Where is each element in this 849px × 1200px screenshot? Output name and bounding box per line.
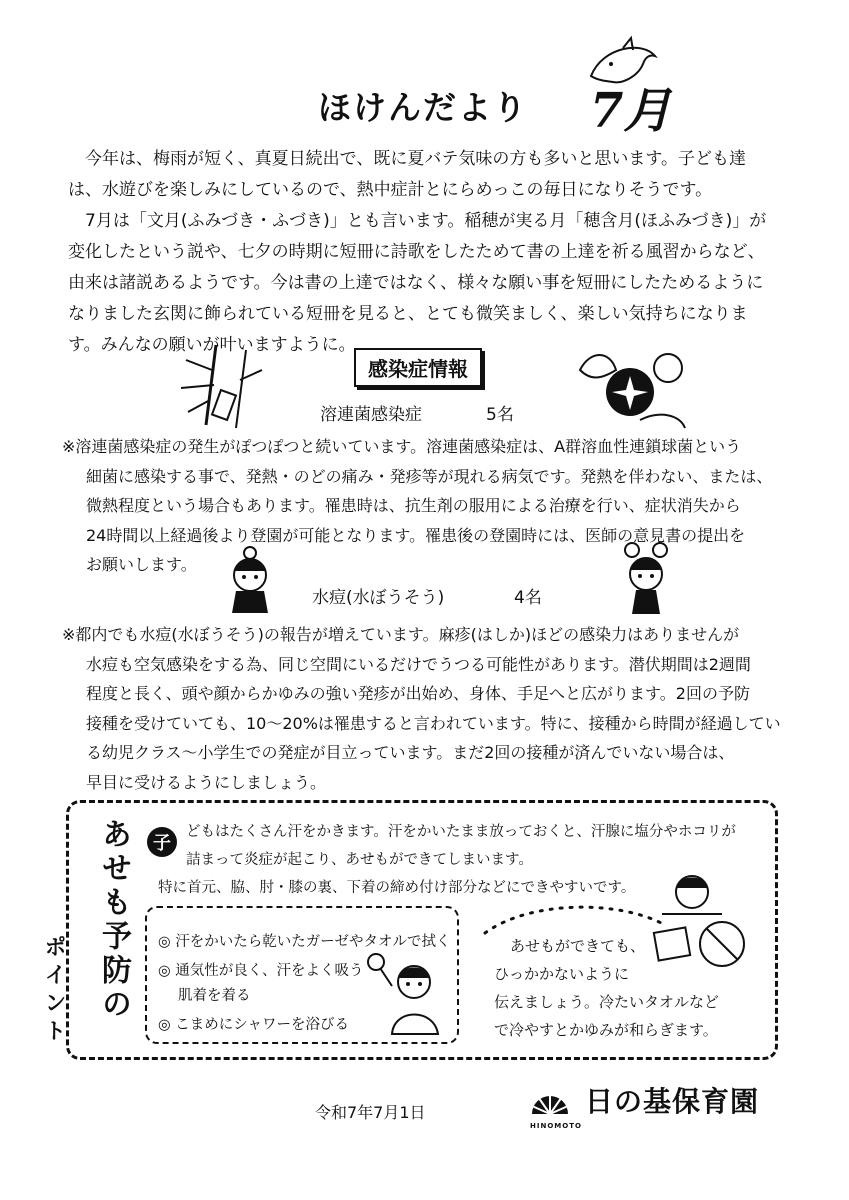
note-line: る幼児クラス〜小学生での発症が目立っています。まだ2回の接種が済んでいない場合は、	[86, 743, 735, 762]
dolphin-icon	[583, 36, 663, 96]
point-item: 肌着を着る	[178, 988, 251, 1004]
note-line: 微熱程度という場合もあります。罹患時は、抗生剤の服用による治療を行い、症状消失から	[86, 496, 741, 515]
heat-rash-line: 詰まって炎症が起こり、あせもができてしまいます。	[186, 852, 533, 868]
newsletter-title: ほけんだより	[318, 88, 528, 127]
disease-count: 4名	[514, 588, 542, 608]
nursery-logo-icon	[530, 1080, 570, 1116]
note-line: 接種を受けていても、10〜20%は罹患すると言われています。特に、接種から時間が経過してい	[86, 713, 781, 733]
child-towel-icon	[652, 870, 748, 974]
intro-paragraph-2: 7月は「文月(ふみづき・ふづき)」とも言います。稲穂が実る月「穂含月(ほふみづき)」が変化したという説や、七夕の時期に短冊に詩歌をしたためて書の上達を祈る風習からなど、由来は諸説あるようです。今は書の上達ではなく、様々な願い事を短冊にしたためるようになりました玄関に飾られている短冊を見ると、とても微笑ましく、楽しい気持ちになります。みんなの願いが叶いますように。	[68, 211, 767, 355]
shower-child-icon	[364, 952, 454, 1036]
note-line: 細菌に感染する事で、発熱・のどの痛み・発疹等が現れる病気です。発熱を伴わない、または、	[86, 466, 773, 486]
month-label: 7月	[590, 83, 672, 139]
issue-date: 令和7年7月1日	[315, 1103, 426, 1122]
note-line: 水痘も空気感染をする為、同じ空間にいるだけでうつる可能性があります。潜伏期間は2週間	[86, 654, 751, 674]
dotted-arc-decoration	[480, 895, 670, 935]
disease-note	[62, 620, 782, 797]
infection-heading: 感染症情報	[354, 348, 482, 387]
note-line: お願いします。	[86, 555, 197, 574]
heat-rash-subtitle: ポイント	[41, 935, 66, 1047]
heat-rash-title: あせも予防の	[96, 818, 131, 1022]
heat-rash-line: 特に首元、脇、肘・膝の裏、下着の締め付け部分などにできやすいです。	[158, 880, 636, 896]
heat-rash-line: どもはたくさん汗をかきます。汗をかいたまま放っておくと、汗腺に塩分やホコリが	[186, 824, 736, 840]
advice-line: 伝えましょう。冷たいタオルなど	[494, 993, 720, 1011]
morning-glory-icon	[570, 340, 690, 430]
disease-name: 水痘(水ぼうそう)	[312, 588, 445, 608]
point-item: ◎ 汗をかいたら乾いたガーゼやタオルで拭く	[158, 934, 451, 950]
note-line: 早目に受けるようにしましょう。	[86, 772, 327, 792]
disease-name: 溶連菌感染症	[320, 405, 422, 425]
point-item: ◎ 通気性が良く、汗をよく吸う	[158, 963, 364, 979]
child-boy-icon	[222, 545, 278, 615]
advice-line: で冷やすとかゆみが和らぎます。	[494, 1021, 718, 1039]
org-name: 日の基保育園	[585, 1085, 760, 1118]
note-line: 24時間以上経過後より登園が可能となります。罹患後の登園時には、医師の意見書の提出を	[86, 525, 746, 545]
org-romaji: HINOMOTO	[530, 1122, 582, 1130]
tanabata-bamboo-icon	[176, 340, 266, 430]
disease-note	[62, 432, 782, 580]
note-line: ※都内でも水痘(水ぼうそう)の報告が増えています。麻疹(はしか)ほどの感染力はありませんが	[62, 625, 740, 644]
child-girl-icon	[618, 542, 674, 616]
note-line: 程度と長く、頭や顔からかゆみの強い発疹が出始め、身体、手足へと広がります。2回の予防	[86, 684, 750, 703]
intro-text	[68, 144, 768, 361]
point-item: ◎ こまめにシャワーを浴びる	[158, 1017, 349, 1033]
advice-line: ひっかかないように	[494, 965, 630, 983]
child-badge: 子	[147, 827, 177, 857]
intro-paragraph-1: 今年は、梅雨が短く、真夏日続出で、既に夏バテ気味の方も多いと思います。子ども達は、水遊びを楽しみにしているので、熱中症計とにらめっこの毎日になりそうです。	[68, 149, 746, 200]
advice-line: あせもができても、	[510, 937, 646, 955]
note-line: ※溶連菌感染症の発生がぽつぽつと続いています。溶連菌感染症は、A群溶血性連鎖球菌という	[62, 437, 742, 456]
disease-count: 5名	[486, 405, 514, 425]
